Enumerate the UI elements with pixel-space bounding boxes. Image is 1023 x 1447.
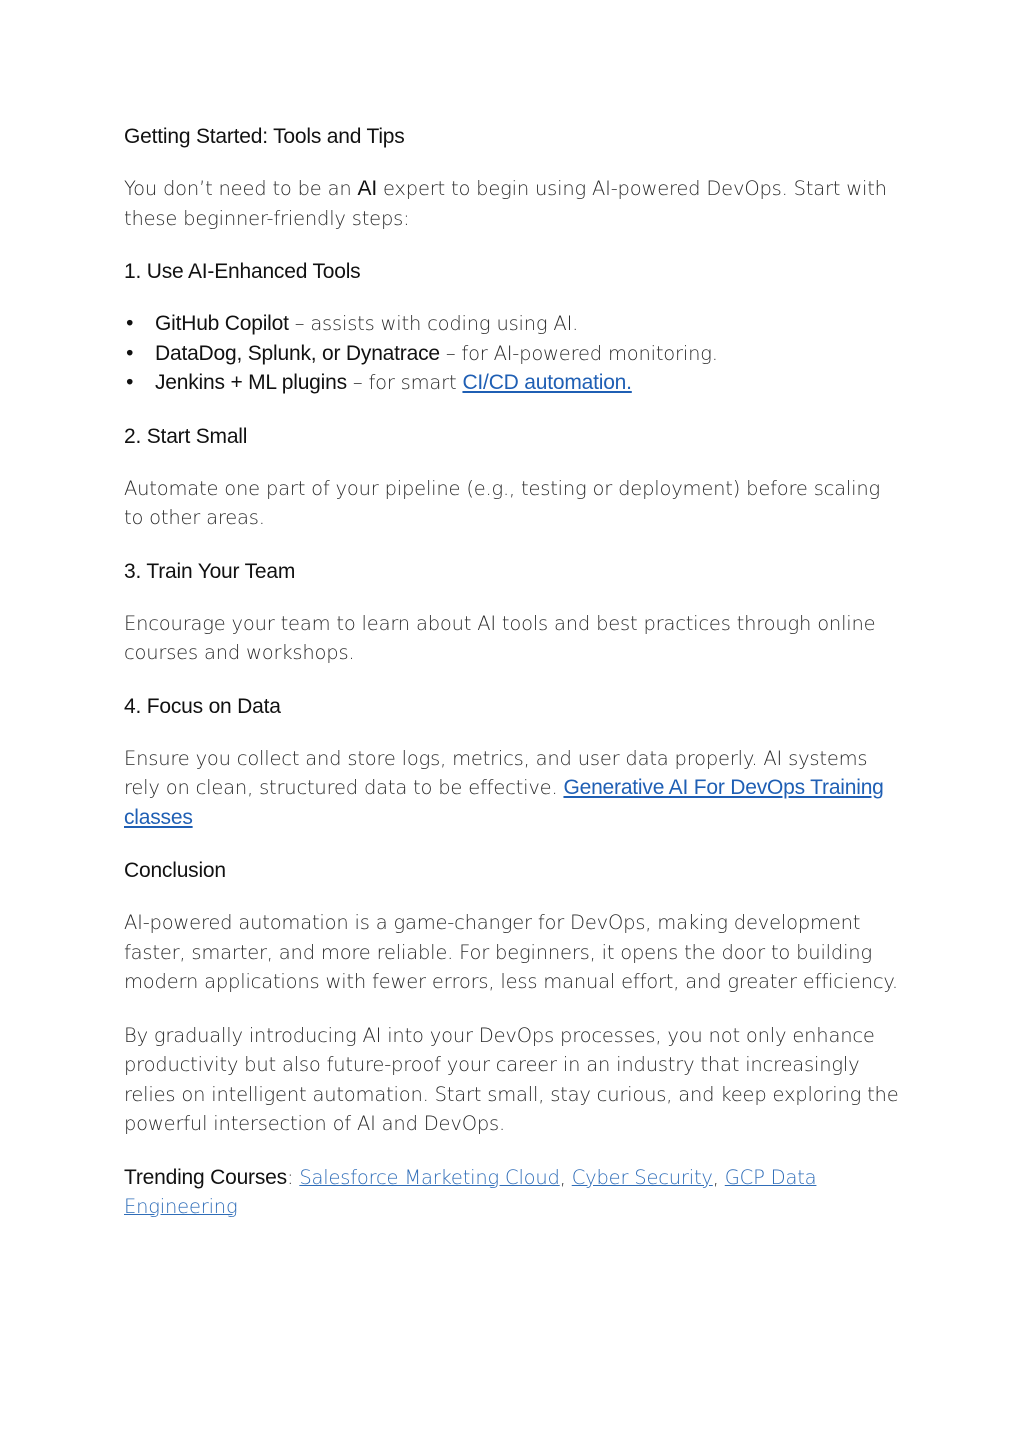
step2-paragraph: Automate one part of your pipeline (e.g., testing or deployment) before scaling to other areas. xyxy=(124,476,881,529)
intro-text-after: expert to begin using AI-powered DevOps. Start with these beginner-friendly steps: xyxy=(124,177,887,230)
trending-colon: : xyxy=(286,1165,300,1189)
tool-name: DataDog, Splunk, or Dynatrace xyxy=(155,341,440,365)
intro-paragraph xyxy=(124,174,904,233)
tool-name: GitHub Copilot xyxy=(155,312,289,335)
section-title: Getting Started: Tools and Tips xyxy=(124,125,405,148)
trending-label: Trending Courses xyxy=(124,1165,287,1189)
list-item xyxy=(124,309,904,339)
tools-list xyxy=(124,309,904,398)
trending-comma: , xyxy=(712,1165,725,1189)
step4-paragraph xyxy=(124,744,904,833)
tool-desc: – for AI-powered monitoring. xyxy=(439,341,718,365)
course-link-gcp[interactable]: GCP Data Engineering xyxy=(124,1165,817,1218)
training-classes-link[interactable]: Generative AI For DevOps Training classes xyxy=(124,776,884,829)
course-link-cyber-security[interactable]: Cyber Security xyxy=(571,1165,713,1189)
conclusion-paragraph-2: By gradually introducing AI into your DevOps processes, you not only enhance productivity but also future-proof your career in an industry that increasingly relies on intelligent automation. Start small, stay curious, and keep exploring the powerful intersection of AI and DevOps. xyxy=(124,1023,899,1135)
tool-name: Jenkins + ML plugins xyxy=(155,371,347,394)
course-link-salesforce[interactable]: Salesforce Marketing Cloud xyxy=(299,1165,560,1189)
step3-heading: 3. Train Your Team xyxy=(124,559,296,583)
step3-paragraph: Encourage your team to learn about AI tools and best practices through online courses and workshops. xyxy=(124,611,876,664)
list-item xyxy=(124,339,904,369)
step1-heading: 1. Use AI-Enhanced Tools xyxy=(124,260,361,283)
step4-text: Ensure you collect and store logs, metrics, and user data properly. AI systems rely on clean, structured data to be effective. xyxy=(124,746,868,799)
trending-courses xyxy=(124,1163,904,1222)
tool-desc: – assists with coding using AI. xyxy=(288,312,579,335)
list-item xyxy=(124,368,904,398)
bullet-icon: • xyxy=(124,312,136,335)
cicd-automation-link[interactable]: CI/CD automation. xyxy=(462,371,632,394)
trending-comma: , xyxy=(559,1165,572,1189)
intro-text-before: You don’t need to be an xyxy=(124,177,358,200)
intro-highlight: AI xyxy=(357,177,377,200)
bullet-icon: • xyxy=(124,371,136,394)
step2-heading: 2. Start Small xyxy=(124,424,248,448)
step4-heading: 4. Focus on Data xyxy=(124,694,281,718)
bullet-icon: • xyxy=(124,341,136,365)
document-page xyxy=(124,122,904,1246)
tool-desc: – for smart xyxy=(346,371,463,394)
conclusion-paragraph-1: AI-powered automation is a game-changer for DevOps, making development faster, smarter, and more reliable. For beginners, it opens the door to building modern applications with fewer errors, less manual effort, and greater efficiency. xyxy=(124,911,898,993)
conclusion-heading: Conclusion xyxy=(124,859,226,882)
